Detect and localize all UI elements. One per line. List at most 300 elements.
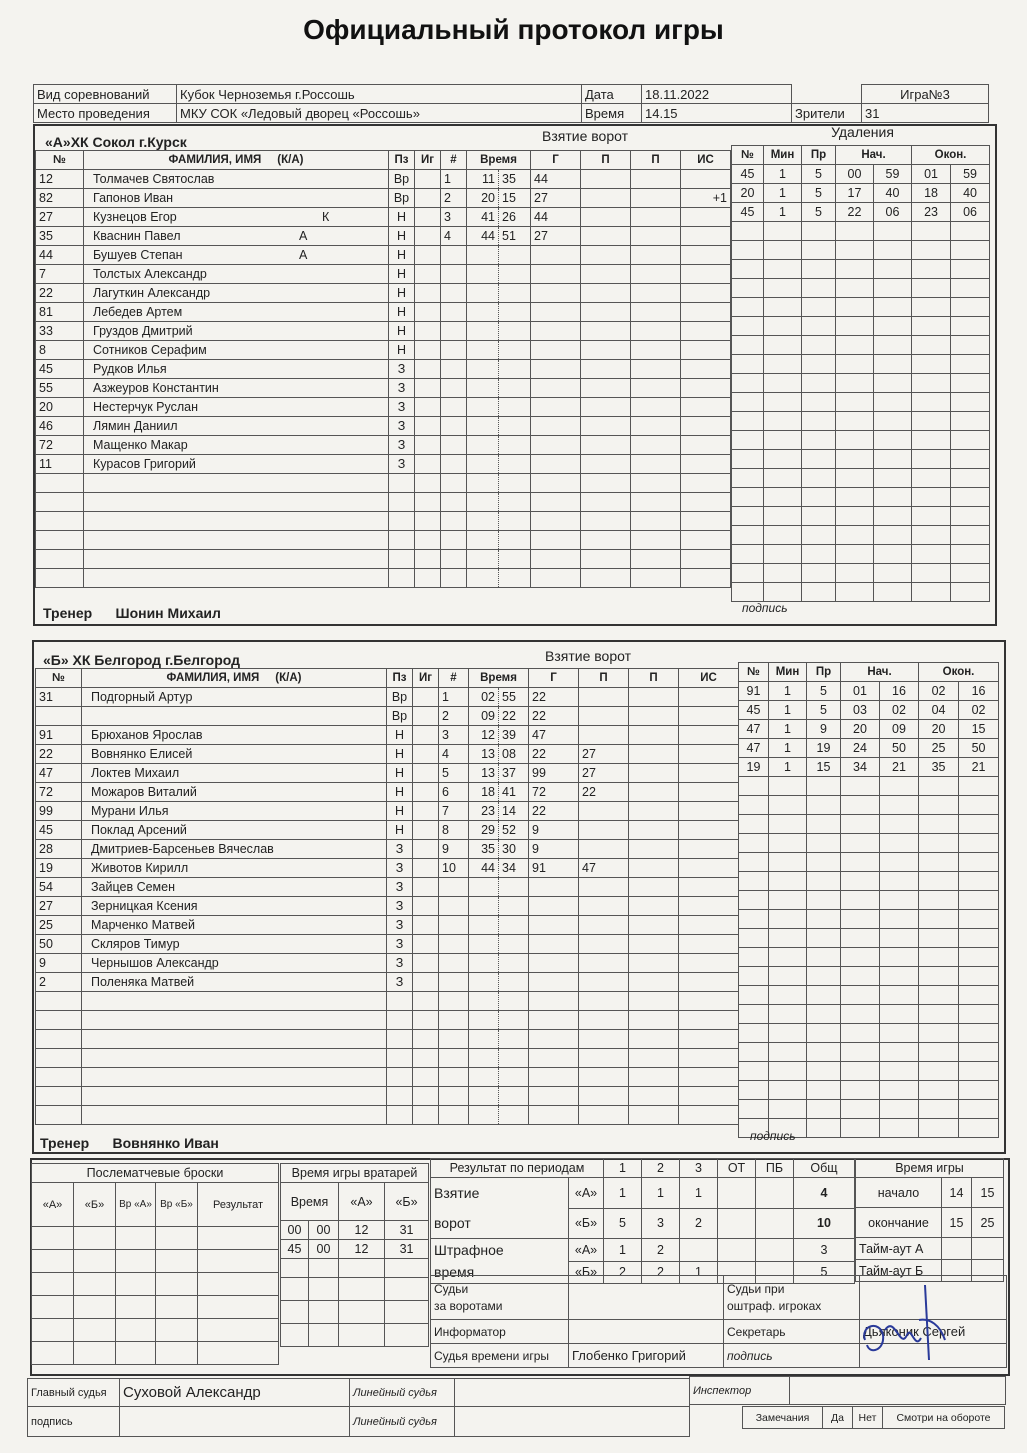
empty-cell: [499, 1049, 529, 1068]
penalty-row: [739, 986, 999, 1005]
player-position: Н: [387, 764, 413, 783]
goal-row: [441, 455, 731, 474]
empty-cell: [631, 341, 681, 360]
empty-cell: [469, 1106, 499, 1125]
goal-row: [441, 227, 731, 246]
gametime-table: [855, 1158, 1004, 1282]
empty-cell: [802, 260, 836, 279]
empty-cell: [499, 512, 531, 531]
player-played: [413, 745, 439, 764]
penalty-s1: 17: [836, 184, 874, 203]
penalty-row: [732, 203, 990, 222]
goal-row: [441, 341, 731, 360]
goal-n: 2: [439, 707, 469, 726]
empty-cell: [732, 583, 764, 602]
empty-cell: [631, 512, 681, 531]
empty-cell: [467, 474, 499, 493]
penalty-row: [732, 222, 990, 241]
empty-cell: [951, 507, 990, 526]
pen-col-min-b: Мин: [769, 663, 807, 682]
empty-cell: [802, 317, 836, 336]
empty-cell: [739, 872, 769, 891]
player-name-cell: [84, 455, 389, 474]
goals-a-ot: [718, 1178, 756, 1209]
empty-cell: [681, 360, 731, 379]
goal-is: [679, 802, 739, 821]
empty-cell: [951, 450, 990, 469]
empty-cell: [769, 815, 807, 834]
player-number: 19: [36, 859, 82, 878]
goal-row: [439, 802, 739, 821]
empty-cell: [36, 1068, 82, 1087]
page-title: Официальный протокол игры: [303, 14, 724, 45]
empty-cell: [36, 569, 84, 588]
pen-col-pr: Пр: [802, 146, 836, 165]
roster-row: [36, 284, 441, 303]
empty-cell: [959, 929, 999, 948]
empty-cell: [959, 872, 999, 891]
player-played: [415, 246, 441, 265]
empty-cell: [836, 545, 874, 564]
empty-cell: [769, 1100, 807, 1119]
empty-cell: [441, 417, 467, 436]
penalty-row: [732, 374, 990, 393]
goal-row: [439, 916, 739, 935]
empty-cell: [836, 469, 874, 488]
goal-row: [441, 303, 731, 322]
empty-cell: [951, 298, 990, 317]
player-number: 31: [36, 688, 82, 707]
empty-cell: [579, 1106, 629, 1125]
player-played: [415, 208, 441, 227]
empty-cell: [807, 1005, 841, 1024]
empty-cell: [836, 298, 874, 317]
empty-cell: [531, 417, 581, 436]
line-ref-label-1: Линейный судья: [350, 1379, 455, 1407]
roster-row: [36, 859, 439, 878]
roster-row: [36, 935, 439, 954]
empty-cell: [874, 355, 912, 374]
penalty-s2: 16: [880, 682, 919, 701]
goal-g: 47: [529, 726, 579, 745]
goal-g: 99: [529, 764, 579, 783]
empty-cell: [84, 512, 389, 531]
player-position: Н: [389, 227, 415, 246]
period-col-2: 2: [642, 1159, 680, 1178]
empty-cell: [499, 436, 531, 455]
empty-cell: [959, 1024, 999, 1043]
empty-cell: [764, 450, 802, 469]
pen-label-2: время: [434, 1264, 475, 1280]
gk-row2-b: 31: [385, 1240, 429, 1259]
empty-cell: [802, 564, 836, 583]
penalty-row: [739, 967, 999, 986]
player-name: Нестерчук Руслан: [93, 400, 198, 414]
empty-cell: [439, 1068, 469, 1087]
empty-cell: [841, 815, 880, 834]
empty-cell: [919, 986, 959, 1005]
goal-p1: [579, 707, 629, 726]
empty-cell: [499, 246, 531, 265]
empty-cell: [581, 246, 631, 265]
pen-a-total: 3: [794, 1239, 855, 1262]
empty-cell: [739, 1100, 769, 1119]
penalty-e2: 59: [951, 165, 990, 184]
player-name: Локтев Михаил: [91, 766, 180, 780]
goal-g: 91: [529, 859, 579, 878]
gk-row1-mm: 00: [281, 1221, 309, 1240]
goal-mm: 09: [469, 707, 499, 726]
goals-label: [431, 1178, 569, 1239]
col-name-b: ФАМИЛИЯ, ИМЯ: [166, 672, 260, 684]
goal-row: [441, 170, 731, 189]
player-played: [413, 916, 439, 935]
player-played: [413, 726, 439, 745]
empty-cell: [531, 303, 581, 322]
penalty-s1: 24: [841, 739, 880, 758]
player-played: [415, 341, 441, 360]
empty-cell: [415, 474, 441, 493]
periods-table: [430, 1158, 855, 1284]
penalty-s2: 40: [874, 184, 912, 203]
player-name: Лебедев Артем: [93, 305, 183, 319]
pen-col-min: Мин: [764, 146, 802, 165]
empty-cell: [874, 412, 912, 431]
team-a-goals-body: [441, 170, 731, 588]
empty-cell: [681, 417, 731, 436]
timeout-b-label: Тайм-аут Б: [856, 1260, 942, 1282]
line-ref-label-2: Линейный судья: [350, 1407, 455, 1437]
empty-cell: [439, 897, 469, 916]
empty-cell: [802, 336, 836, 355]
empty-cell: [880, 929, 919, 948]
goal-row: [439, 1068, 739, 1087]
pen-a-p1: 1: [604, 1239, 642, 1262]
penalty-num: 45: [732, 165, 764, 184]
player-number: 45: [36, 360, 84, 379]
empty-cell: [499, 493, 531, 512]
goal-col-g: Г: [531, 151, 581, 170]
empty-cell: [413, 992, 439, 1011]
end-hh: 15: [942, 1208, 972, 1238]
goal-row: [441, 265, 731, 284]
player-name: Мурани Илья: [91, 804, 169, 818]
empty-cell: [874, 450, 912, 469]
goal-mm: 23: [469, 802, 499, 821]
empty-cell: [469, 1049, 499, 1068]
empty-cell: [919, 910, 959, 929]
empty-cell: [469, 935, 499, 954]
goal-ss: 41: [499, 783, 529, 802]
empty-cell: [679, 1106, 739, 1125]
penalty-row: [739, 682, 999, 701]
goal-mm: 35: [469, 840, 499, 859]
empty-cell: [880, 1081, 919, 1100]
empty-cell: [739, 891, 769, 910]
pen-col-start: Нач.: [836, 146, 912, 165]
goal-mm: 02: [469, 688, 499, 707]
goal-p1: [579, 821, 629, 840]
empty-cell: [769, 910, 807, 929]
empty-cell: [732, 279, 764, 298]
empty-cell: [529, 954, 579, 973]
empty-cell: [807, 967, 841, 986]
penalty-min: 1: [764, 184, 802, 203]
roster-row: [36, 208, 441, 227]
penalty-e1: 02: [919, 682, 959, 701]
penalty-row: [739, 815, 999, 834]
empty-cell: [529, 935, 579, 954]
empty-cell: [841, 1043, 880, 1062]
empty-cell: [739, 853, 769, 872]
empty-cell: [959, 948, 999, 967]
empty-cell: [499, 878, 529, 897]
player-position: З: [389, 417, 415, 436]
penalty-row: [739, 777, 999, 796]
empty-cell: [581, 379, 631, 398]
goal-is: [681, 170, 731, 189]
player-played: [413, 935, 439, 954]
player-position: З: [389, 360, 415, 379]
empty-cell: [807, 986, 841, 1005]
empty-cell: [579, 916, 629, 935]
empty-cell: [529, 916, 579, 935]
player-position: Н: [387, 821, 413, 840]
goal-n: 3: [441, 208, 467, 227]
empty-cell: [581, 303, 631, 322]
goal-ss: 26: [499, 208, 531, 227]
goal-g: 22: [529, 707, 579, 726]
player-number: 91: [36, 726, 82, 745]
empty-cell: [499, 322, 531, 341]
empty-cell: [679, 935, 739, 954]
empty-cell: [802, 526, 836, 545]
empty-cell: [529, 897, 579, 916]
penalty-s1: 34: [841, 758, 880, 777]
player-name-cell: [82, 783, 387, 802]
player-number: 72: [36, 783, 82, 802]
empty-cell: [441, 379, 467, 398]
empty-cell: [467, 246, 499, 265]
empty-cell: [387, 1087, 413, 1106]
empty-cell: [629, 1087, 679, 1106]
empty-cell: [36, 992, 82, 1011]
empty-cell: [84, 531, 389, 550]
empty-cell: [836, 564, 874, 583]
coach-label-b: Тренер: [40, 1135, 90, 1151]
penalty-e1: 20: [919, 720, 959, 739]
empty-cell: [919, 1081, 959, 1100]
team-a-roster-body: [36, 170, 441, 588]
empty-cell: [807, 1024, 841, 1043]
empty-cell: [581, 531, 631, 550]
empty-cell: [389, 512, 415, 531]
penalty-e1: 01: [912, 165, 951, 184]
empty-cell: [807, 1100, 841, 1119]
empty-cell: [739, 796, 769, 815]
roster-row: [36, 688, 439, 707]
remarks-yes: Да: [823, 1407, 853, 1429]
empty-cell: [912, 222, 951, 241]
empty-cell: [531, 379, 581, 398]
penalty-e2: 02: [959, 701, 999, 720]
empty-cell: [499, 1030, 529, 1049]
empty-cell: [802, 583, 836, 602]
goal-ss: 22: [499, 707, 529, 726]
player-played: [413, 897, 439, 916]
pen-label-1: Штрафное: [434, 1242, 504, 1258]
goal-row: [439, 859, 739, 878]
player-name: Сотников Серафим: [93, 343, 207, 357]
empty-cell: [579, 1011, 629, 1030]
empty-cell: [467, 360, 499, 379]
goal-row: [439, 973, 739, 992]
empty-cell: [951, 317, 990, 336]
venue-value: МКУ СОК «Ледовый дворец «Россошь»: [177, 104, 582, 123]
player-number: 25: [36, 916, 82, 935]
player-number: 12: [36, 170, 84, 189]
penalty-num: 45: [739, 701, 769, 720]
empty-cell: [841, 1100, 880, 1119]
player-name-cell: [84, 398, 389, 417]
empty-cell: [802, 298, 836, 317]
goals-b-p3: 2: [680, 1208, 718, 1239]
player-played: [415, 322, 441, 341]
empty-cell: [951, 545, 990, 564]
empty-cell: [764, 431, 802, 450]
team-a-title: [45, 134, 187, 150]
player-name: Толмачев Святослав: [93, 172, 215, 186]
goal-p2: [631, 189, 681, 208]
empty-cell: [441, 341, 467, 360]
empty-cell: [499, 916, 529, 935]
empty-cell: [531, 398, 581, 417]
empty-cell: [802, 241, 836, 260]
player-name-cell: [82, 821, 387, 840]
empty-cell: [739, 777, 769, 796]
empty-cell: [841, 1062, 880, 1081]
penalty-row: [732, 165, 990, 184]
goal-row: [441, 322, 731, 341]
empty-cell: [469, 1068, 499, 1087]
goal-col-time-b: Время: [469, 669, 529, 688]
empty-cell: [739, 948, 769, 967]
pen-col-end-b: Окон.: [919, 663, 999, 682]
empty-cell: [581, 512, 631, 531]
venue-label: Место проведения: [34, 104, 177, 123]
empty-cell: [951, 564, 990, 583]
empty-cell: [415, 531, 441, 550]
empty-cell: [579, 935, 629, 954]
empty-cell: [529, 1087, 579, 1106]
inspector-table: [689, 1376, 1006, 1405]
empty-cell: [912, 393, 951, 412]
penalty-row: [739, 720, 999, 739]
empty-cell: [467, 341, 499, 360]
empty-cell: [802, 488, 836, 507]
empty-cell: [629, 935, 679, 954]
empty-cell: [807, 1119, 841, 1138]
empty-cell: [531, 246, 581, 265]
penalty-row: [732, 355, 990, 374]
empty-cell: [951, 488, 990, 507]
empty-cell: [681, 303, 731, 322]
empty-cell: [469, 973, 499, 992]
periods-title: Результат по периодам: [431, 1159, 604, 1178]
player-position: Н: [387, 783, 413, 802]
timekeeper-label: Судья времени игры: [431, 1344, 569, 1368]
empty-cell: [499, 474, 531, 493]
empty-cell: [499, 1087, 529, 1106]
empty-cell: [531, 341, 581, 360]
player-number: 35: [36, 227, 84, 246]
goal-row: [439, 764, 739, 783]
player-played: [413, 783, 439, 802]
remarks-table: [742, 1406, 1005, 1429]
empty-cell: [739, 1024, 769, 1043]
player-name-cell: [84, 417, 389, 436]
empty-cell: [84, 474, 389, 493]
penalty-row: [739, 1005, 999, 1024]
empty-cell: [679, 1011, 739, 1030]
empty-cell: [467, 265, 499, 284]
player-ka: А: [299, 229, 308, 243]
empty-cell: [681, 436, 731, 455]
empty-cell: [82, 1106, 387, 1125]
spectators-value: 31: [862, 104, 989, 123]
player-position: Вр: [389, 189, 415, 208]
period-col-total: Общ: [794, 1159, 855, 1178]
goal-mm: 18: [469, 783, 499, 802]
empty-cell: [919, 929, 959, 948]
penalty-e1: 04: [919, 701, 959, 720]
empty-cell: [467, 379, 499, 398]
empty-cell: [732, 564, 764, 583]
empty-cell: [739, 1043, 769, 1062]
empty-cell: [82, 1011, 387, 1030]
empty-cell: [959, 986, 999, 1005]
empty-cell: [836, 412, 874, 431]
pen-a-so: [756, 1239, 794, 1262]
empty-cell: [912, 355, 951, 374]
empty-cell: [802, 545, 836, 564]
empty-cell: [912, 279, 951, 298]
penalty-judges-1: Судьи при: [727, 1281, 785, 1296]
empty-cell: [467, 550, 499, 569]
empty-cell: [631, 398, 681, 417]
empty-cell: [499, 398, 531, 417]
empty-cell: [467, 531, 499, 550]
empty-cell: [841, 777, 880, 796]
penalty-min: 1: [769, 739, 807, 758]
empty-cell: [739, 986, 769, 1005]
player-name-cell: [84, 341, 389, 360]
empty-cell: [441, 360, 467, 379]
remarks-label: Замечания: [743, 1407, 823, 1429]
penalty-s2: 06: [874, 203, 912, 222]
empty-cell: [836, 507, 874, 526]
roster-row: [36, 954, 439, 973]
empty-cell: [499, 935, 529, 954]
empty-cell: [841, 1081, 880, 1100]
player-number: [36, 707, 82, 726]
roster-row: [36, 992, 439, 1011]
penalty-e1: 35: [919, 758, 959, 777]
empty-cell: [441, 398, 467, 417]
goal-ss: 35: [499, 170, 531, 189]
empty-cell: [581, 284, 631, 303]
player-name: Чернышов Александр: [91, 956, 219, 970]
